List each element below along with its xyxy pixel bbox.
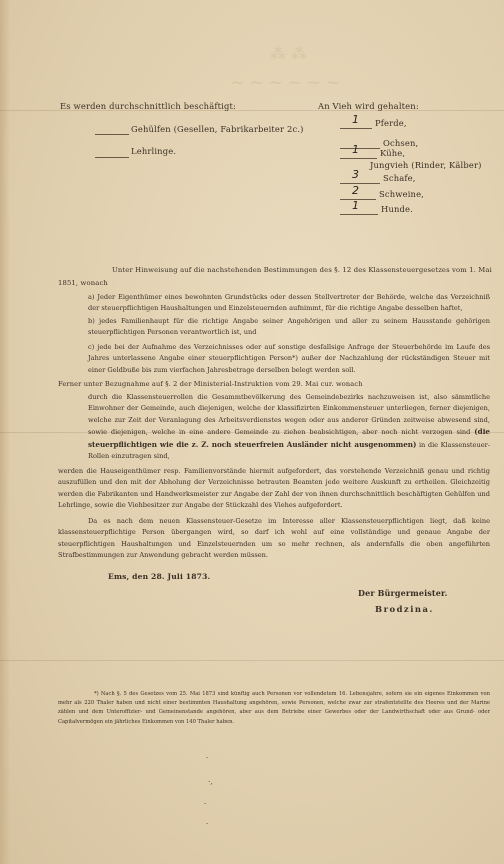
- helpers-blank: [95, 134, 129, 135]
- livestock-label: Pferde,: [375, 118, 407, 128]
- livestock-blank: [340, 128, 372, 129]
- livestock-blank: [340, 214, 378, 215]
- livestock-blank: [340, 148, 380, 149]
- livestock-label: Jungvieh (Rinder, Kälber): [370, 160, 482, 170]
- employed-intro: Es werden durchschnittlich beschäftigt:: [60, 101, 236, 111]
- apprentices-blank: [95, 157, 129, 158]
- reference-line: Ferner unter Bezugnahme auf §. 2 der Ministerial-Instruktion vom 29. Mai cur. wonach: [58, 380, 363, 388]
- livestock-blank: [340, 158, 377, 159]
- population-emphasis: (die steuerpflichtigen wie die z. Z. noch steuerfreien Ausländer nicht ausgenommen): [88, 427, 490, 449]
- apprentices-label: Lehrlinge.: [131, 146, 177, 156]
- livestock-label: Ochsen,: [383, 138, 419, 148]
- livestock-count: 3: [352, 168, 360, 181]
- provision-c: c) jede bei der Aufnahme des Verzeichnisses oder auf sonstige desfallsige Anfrage der Steuerbehörde im Laufe des Jahres unterlassene Angabe einer steuerpflichtigen Person*) außer der Nachzahlung der rückständigen Steuer mit einer Geldbuße bis zum vierfachen Jahresbetrage derselben belegt werden soll.: [88, 343, 490, 374]
- request-paragraph: werden die Hauseigenthümer resp. Familienvorstände hiermit aufgefordert, das vorstehende Verzeichniß genau und richtig auszufüllen und den mit der Abholung der Verzeichnisse betrauten Beamten jede weitere Auskunft zu ertheilen. Gleichzeitig werden die Fabrikanten und Handwerksmeister zur Angabe der Zahl der von ihnen durchschnittlich beschäftigten Gehülfen und Lehrlinge, sowie die Viehbesitzer zur Angabe der Stückzahl des Viehes aufgefordert.: [58, 467, 490, 510]
- ink-mark: ·,: [208, 778, 213, 786]
- mayor-name: Brodzina.: [375, 604, 434, 614]
- footnote: *) Nach §. 5 des Gesetzes vom 25. Mai 1873 sind künftig auch Personen vor vollendetem 16. Lebensjahre, sofern sie ein eigenes Einkommen von mehr als 220 Thaler haben und nicht einer bestimmten Haushaltung angehören, sowie Personen, welche zwar zur strafentstellte des Heeres und der Marine zählen und dem Unteroffizier- und Gemeinenstande angehören, aber aus dem Betriebe einer Gewerbes oder der Landwirthschaft oder aus Grund- oder Capitalvermögen ein jährliches Einkommen von 140 Thaler haben.: [58, 691, 490, 725]
- livestock-count: 1: [352, 199, 360, 212]
- ink-mark: ·: [206, 820, 209, 828]
- livestock-blank: [340, 183, 380, 184]
- place-date: Ems, den 28. Juli 1873.: [108, 572, 211, 581]
- population-instruction: [88, 392, 490, 462]
- intro-line: Unter Hinweisung auf die nachstehenden Bestimmungen des §. 12 des Klassensteuergesetzes vom 1. Mai: [112, 266, 492, 274]
- livestock-count: 1: [352, 113, 360, 126]
- population-text: durch die Klassensteuerrollen die Gesammtbevölkerung des Gemeindebezirks nachzuweisen ist, also sämmtliche Einwohner der Gemeinde, auch diejenigen, welche der klassifizirten Einkommensteuer unterliegen, ferner diejenigen, welche zur Zeit der Veranlagung des Arbeitsverdienstes wegen oder aus anderer Gründen zeitweise abwesend sind, sowie diejenigen, welche in eine andere Gemeinde zu ziehen beabsichtigen, aber noch nicht verzogen sind: [88, 393, 490, 437]
- provision-a: a) Jeder Eigenthümer eines bewohnten Grundstücks oder dessen Stellvertreter der Behörde, welche das Verzeichniß der steuerpflichtigen Haushaltungen und Einzelsteuernden aufnimmt, für die richtige Angabe desselben haftet,: [88, 293, 490, 313]
- livestock-count: 1: [352, 143, 360, 156]
- mayor-title: Der Bürgermeister.: [358, 588, 448, 598]
- livestock-label: Kühe,: [380, 148, 406, 158]
- helpers-label: Gehülfen (Gesellen, Fabrikarbeiter 2c.): [131, 124, 304, 134]
- ink-mark: ·: [206, 754, 209, 762]
- bleed-through-text: ⁂ ⁂: [270, 44, 308, 63]
- livestock-label: Hunde.: [381, 204, 413, 214]
- provision-b: b) jedes Familienhaupt für die richtige Angabe seiner Angehörigen und aller zu seinem Hausstande gehörigen steuerpflichtigen Personen verantwortlich ist, und: [88, 317, 490, 337]
- closing-paragraph: Da es nach dem neuen Klassensteuer-Gesetze im Interesse aller Klassensteuerpflichtigen liegt, daß keine klassensteuerpflichtige Person übergangen wird, so darf ich wohl auf eine vollständige und genaue Angabe der steuerpflichtigen Haushaltungen und Einzelsteuernden um so mehr rechnen, als andernfalls die oben angeführten Strafbestimmungen zur Anwendung gebracht werden müssen.: [58, 517, 490, 560]
- ink-mark: ·: [204, 800, 207, 808]
- bleed-through-text: ~~~~~~: [230, 72, 345, 93]
- livestock-count: 2: [352, 184, 360, 197]
- population-text-end: in die Klassensteuer-Rollen einzutragen sind,: [88, 440, 490, 461]
- livestock-label: Schafe,: [383, 173, 416, 183]
- livestock-intro: An Vieh wird gehalten:: [318, 101, 419, 111]
- fold-line: [0, 660, 504, 661]
- livestock-label: Schweine,: [379, 189, 424, 199]
- intro-line-2: 1851, wonach: [58, 279, 108, 287]
